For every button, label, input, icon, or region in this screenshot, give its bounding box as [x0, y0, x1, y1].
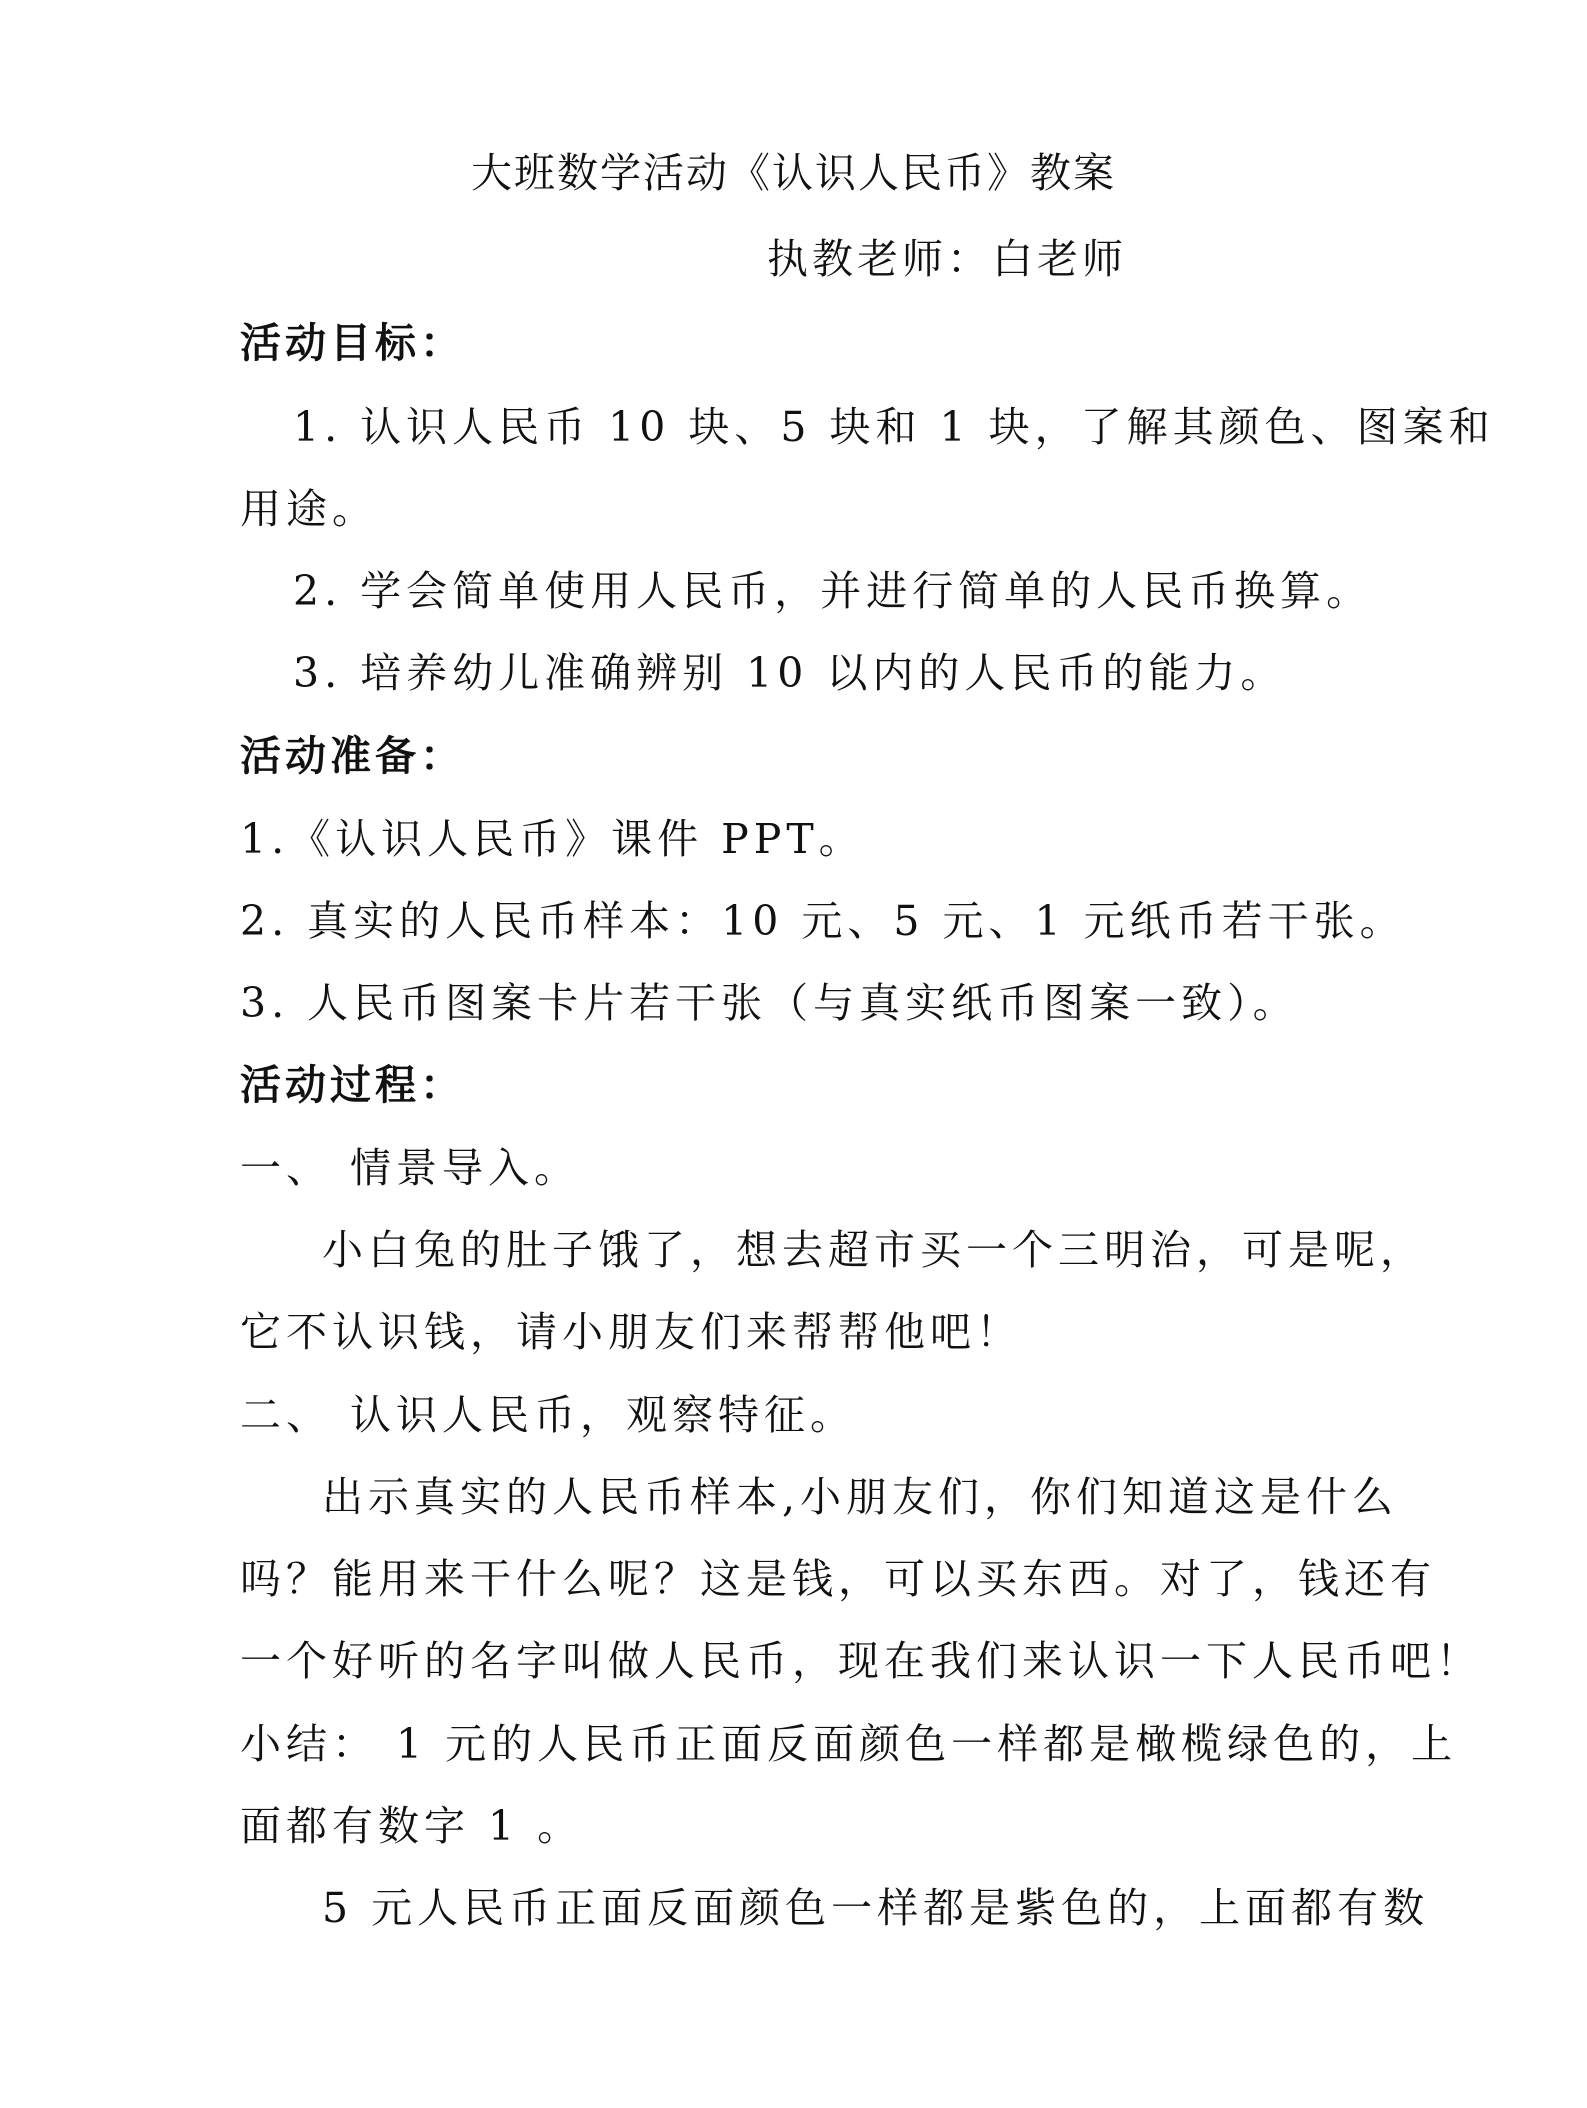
- process-heading: 活动过程：: [240, 1061, 465, 1109]
- section-1-paragraph-line-2: 它不认识钱，请小朋友们来帮帮他吧！: [240, 1308, 1022, 1356]
- summary-line-1: 小结： 1 元的人民币正面反面颜色一样都是橄榄绿色的，上: [240, 1720, 1458, 1768]
- preparation-heading: 活动准备：: [240, 732, 465, 780]
- section-2-title: 二、 认识人民币，观察特征。: [240, 1391, 857, 1439]
- preparation-item-2: 2. 真实的人民币样本：10 元、5 元、1 元纸币若干张。: [240, 897, 1406, 945]
- teacher-name: 执教老师：白老师: [767, 235, 1127, 283]
- goal-item-2: 2. 学会简单使用人民币，并进行简单的人民币换算。: [293, 567, 1373, 615]
- section-1-title: 一、 情景导入。: [240, 1144, 581, 1192]
- preparation-item-1: 1.《认识人民币》课件 PPT。: [240, 815, 865, 863]
- goals-heading: 活动目标：: [240, 319, 465, 367]
- goal-item-1-line-1: 1. 认识人民币 10 块、5 块和 1 块，了解其颜色、图案和: [293, 403, 1495, 451]
- preparation-item-3: 3. 人民币图案卡片若干张（与真实纸币图案一致）。: [240, 979, 1299, 1027]
- goal-item-1-line-2: 用途。: [240, 485, 378, 533]
- five-yuan-line-1: 5 元人民币正面反面颜色一样都是紫色的，上面都有数: [322, 1884, 1430, 1932]
- document-title: 大班数学活动《认识人民币》教案: [471, 149, 1116, 197]
- summary-line-2: 面都有数字 1 。: [240, 1802, 584, 1850]
- section-2-paragraph-line-3: 一个好听的名字叫做人民币，现在我们来认识一下人民币吧！: [240, 1637, 1482, 1685]
- section-1-paragraph-line-1: 小白兔的肚子饿了，想去超市买一个三明治，可是呢，: [322, 1226, 1426, 1274]
- section-2-paragraph-line-1: 出示真实的人民币样本,小朋友们，你们知道这是什么: [322, 1473, 1399, 1521]
- goal-item-3: 3. 培养幼儿准确辨别 10 以内的人民币的能力。: [293, 649, 1287, 697]
- section-2-paragraph-line-2: 吗？能用来干什么呢？这是钱，可以买东西。对了，钱还有: [240, 1555, 1436, 1603]
